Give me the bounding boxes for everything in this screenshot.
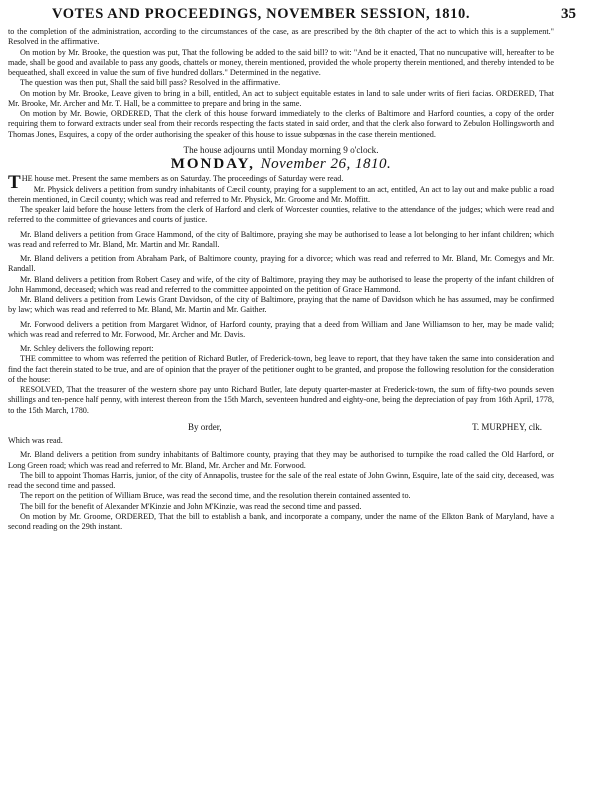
running-header <box>0 4 600 26</box>
report-paragraph: THE committee to whom was referred the petition of Richard Butler, of Frederick-town, beg leave to report, that they have taken the same into consideration and find the fact therein stated to be true, and are of opinion that the prayer of the petitioner ought to be granted, and propose the following resolution for the consideration of the house: <box>8 354 554 384</box>
document-body <box>8 27 554 532</box>
resolution-paragraph: RESOLVED, That the treasurer of the western shore pay unto Richard Butler, late deputy quarter-master at Frederick-town, the sum of fifty-two pounds seven shillings and ten-pence half penny, with interest thereon from the 15th March, seventeen hundred and eighty-one, being the depreciation of pay from 16th April, 1778, to the 15th March, 1780. <box>8 385 554 415</box>
paragraph: Mr. Bland delivers a petition from Robert Casey and wife, of the city of Baltimore, praying they may be authorised to lease the property of the infant children of John Hammond, deceased; which was read and referred to the committee appointed on the petition of Grace Hammond. <box>8 274 554 294</box>
paragraph: Mr. Bland delivers a petition from Lewis Grant Davidson, of the city of Baltimore, praying that the name of Davidson which he has assumed, may be confirmed by law; which was read and referred to Mr. Bland, Mr. Martin and Mr. Gaither. <box>8 295 554 315</box>
paragraph: The bill to appoint Thomas Harris, junior, of the city of Annapolis, trustee for the sale of the real estate of John Gwinn, Esquire, late of the said city, deceased, was read the second time and passed. <box>8 470 554 490</box>
signer: T. MURPHEY, clk. <box>472 421 542 432</box>
paragraph: On motion by Mr. Groome, ORDERED, That the bill to establish a bank, and incorporate a company, under the name of the Elkton Bank of Maryland, have a second reading on the 29th instant. <box>8 511 554 531</box>
paragraph: Mr. Bland delivers a petition from Grace Hammond, of the city of Baltimore, praying she may be authorised to lease a lot belonging to her infant children; which was read and referred to Mr. Bland, Mr. Martin and Mr. Randall. <box>8 229 554 249</box>
paragraph: On motion by Mr. Brooke, the question was put, That the following be added to the said bill? to wit: "And be it enacted, That no nuncupative will, hereafter to be made, shall be good and available to pass any goods, chattels or money, therein mentioned, provided the whole property therein mentioned, and thereby intended to be bequeathed, shall exceed in value the sum of five hundred dollars." Determined in the negative. <box>8 47 554 77</box>
header-title: VOTES AND PROCEEDINGS, NOVEMBER SESSION, 1810. <box>52 6 471 22</box>
paragraph: The report on the petition of William Bruce, was read the second time, and the resolution therein contained assented to. <box>20 491 411 501</box>
day-heading-day: MONDAY, <box>170 156 255 172</box>
by-order: By order, <box>188 421 222 432</box>
adjourn-line: The house adjourns until Monday morning 9 o'clock. <box>183 144 379 155</box>
paragraph: On motion by Mr. Brooke, Leave given to bring in a bill, entitled, An act to subject equitable estates in land to sale under writs of fieri facias. ORDERED, That Mr. Brooke, Mr. Archer and Mr. T. Hall, be a committee to prepare and bring in the same. <box>8 88 554 108</box>
paragraph: Which was read. <box>8 436 63 445</box>
paragraph: The speaker laid before the house letters from the clerk of Harford and clerk of Worcester counties, relative to the attendance of the judges; which were read and referred to the committee of grievances and courts of justice. <box>8 205 554 225</box>
page-number: 35 <box>561 6 576 22</box>
signature-line <box>8 422 554 432</box>
paragraph: On motion by Mr. Bowie, ORDERED, That the clerk of this house forward immediately to the clerks of Baltimore and Harford counties, a copy of the order requiring them to forward extracts under seal from their records respecting the facts stated in said order, and that the clerk also forward to Zebulon Hollingsworth and Thomas Jones, Esquires, a copy of the order authorising the speaker of this house to issue subpœnas in the case therein mentioned. <box>8 109 554 139</box>
paragraph: Mr. Forwood delivers a petition from Margaret Widnor, of Harford county, praying that a deed from William and Jane Williamson to her, may be made valid; which was read and referred to Mr. Forwood, Mr. Archer and Mr. Davis. <box>8 319 554 339</box>
paragraph: Mr. Physick delivers a petition from sundry inhabitants of Cæcil county, praying for a supplement to an act, entitled, An act to lay out and make public a road therein mentioned, in Cæcil county; which was read and referred to Mr. Physick, Mr. Groome and Mr. Moffitt. <box>8 184 554 204</box>
paragraph: THE house met. Present the same members as on Saturday. The proceedings of Saturday were read. <box>8 172 344 194</box>
paragraph: Mr. Schley delivers the following report: <box>20 344 154 353</box>
paragraph: The question was then put, Shall the said bill pass? Resolved in the affirmative. <box>20 78 281 88</box>
day-heading <box>8 156 554 172</box>
paragraph: The bill for the benefit of Alexander M'Kinzie and John M'Kinzie, was read the second time and passed. <box>20 501 362 511</box>
day-heading-date: November 26, 1810. <box>260 156 392 172</box>
paragraph: Mr. Bland delivers a petition from sundry inhabitants of Baltimore county, praying that they may be authorised to turnpike the road called the Old Harford, or Long Green road; which was read and referred to Mr. Bland, Mr. Archer and Mr. Forwood. <box>8 450 554 470</box>
paragraph: Mr. Bland delivers a petition from Abraham Park, of Baltimore county, praying for a divorce; which was read and referred to Mr. Bland, Mr. Comegys and Mr. Randall. <box>8 254 554 274</box>
paragraph: to the completion of the administration, according to the circumstances of the case, as are prescribed by the 8th chapter of the act to which this is a supplement." Resolved in the affirmative. <box>8 27 554 47</box>
